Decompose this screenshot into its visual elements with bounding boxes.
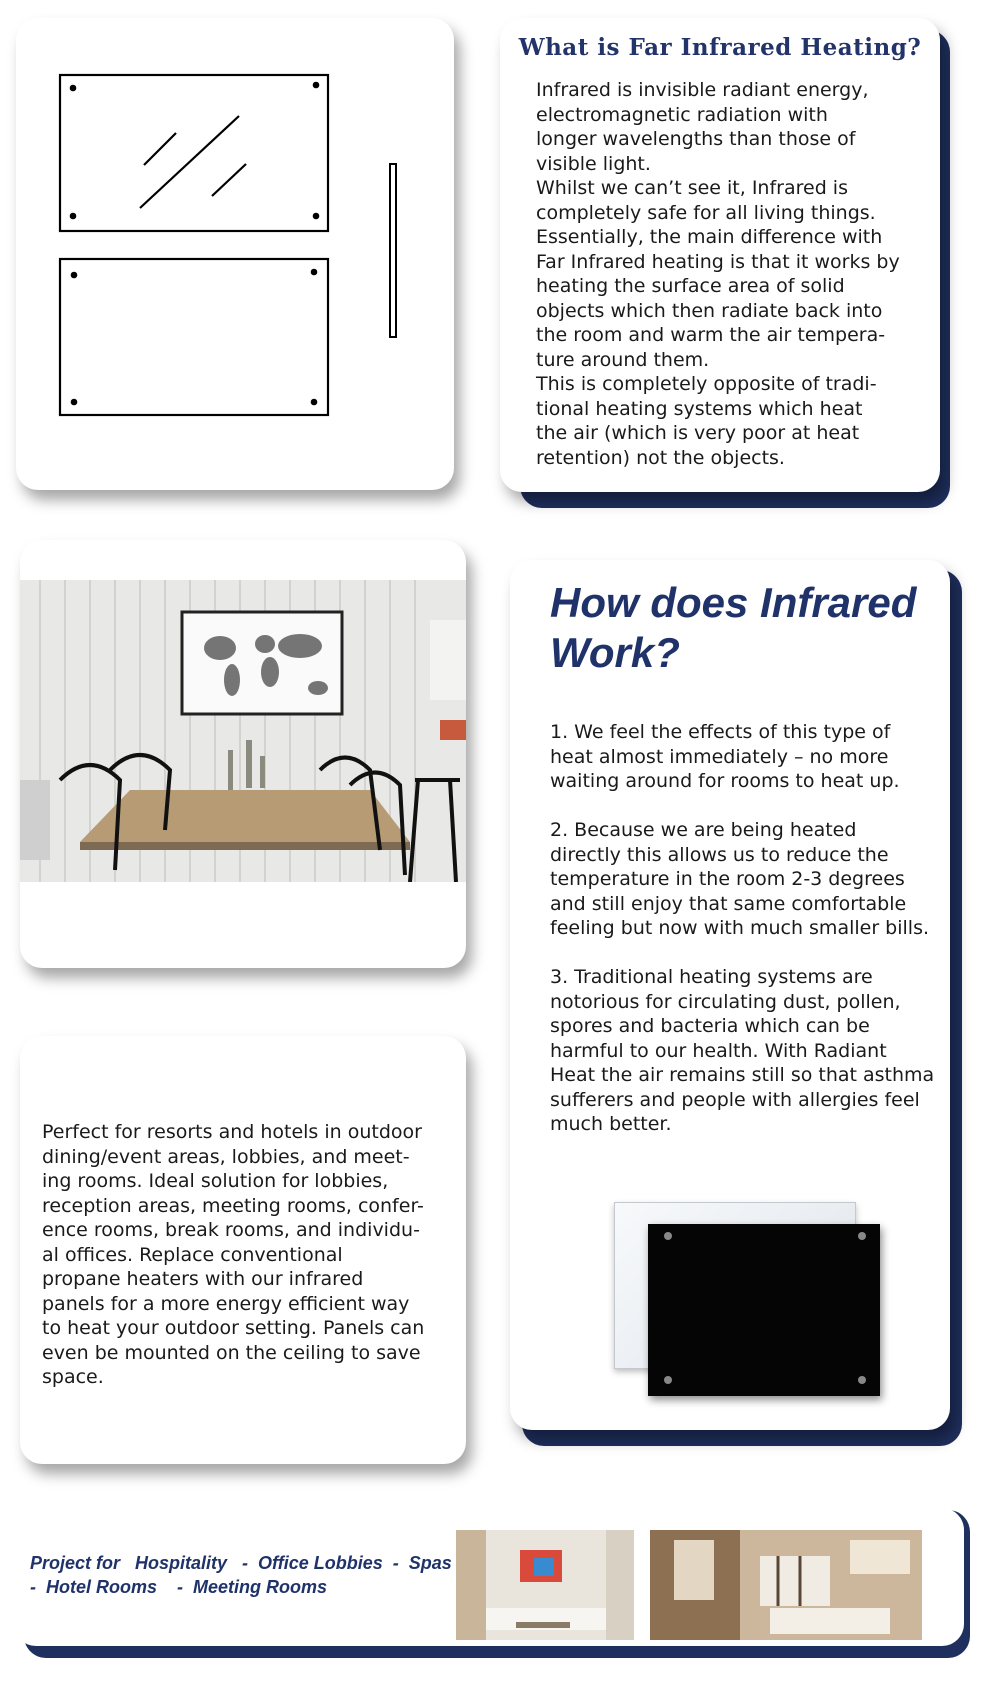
panel-back (60, 259, 328, 415)
intro-body: Infrared is invisible radiant energy, electromagnetic radiation with longer wavelengths than those of visible light. Whilst we can’t see it, Infrared is completely safe for all living things. Essentially, the main difference with Far Infrared heating is that it works by heating the surface area of solid objects which then radiate back into the room and warm the air tempera- ture around them. This is completely opposite of tradi- tional heating systems which heat the air (which is very poor at heat retention) not the objects. (536, 79, 900, 469)
dining-photo-card (20, 540, 466, 968)
panel-side-view (390, 164, 396, 337)
footer-card (14, 1508, 964, 1646)
how-point-1: 1. We feel the effects of this type of heat almost immediately – no more waiting around for rooms to heat up. (550, 721, 900, 792)
how-card (510, 560, 950, 1430)
dining-room-photo (20, 580, 466, 882)
panel-screw (664, 1232, 672, 1240)
hospitality-card (20, 1036, 466, 1464)
footer-line-2: - Hotel Rooms - Meeting Rooms (30, 1577, 328, 1597)
panel-screw (664, 1376, 672, 1384)
how-point-2: 2. Because we are being heated directly this allows us to reduce the temperature in the room 2-3 degrees and still enjoy that same comfortable feeling but now with much smaller bills. (550, 819, 930, 939)
panel-screw (858, 1232, 866, 1240)
panel-screw (858, 1376, 866, 1384)
lobby-photo (456, 1530, 634, 1640)
intro-title: What is Far Infrared Heating? (518, 34, 922, 61)
panel-back-screws (71, 269, 318, 406)
dining-room-illustration (20, 580, 466, 882)
footer-line-1: Project for Hospitality - Office Lobbies - Spas (30, 1553, 452, 1573)
hotel-room-photo (650, 1530, 922, 1640)
wall-map-frame (182, 612, 342, 714)
panel-diagram (16, 18, 454, 490)
glass-panel-front (60, 75, 328, 231)
how-point-3: 3. Traditional heating systems are notorious for circulating dust, pollen, spores and bacteria which can be harmful to our health. With Radiant Heat the air remains still so that asthma sufferers and people with allergies feel much better. (550, 966, 935, 1135)
intro-card (500, 18, 940, 492)
how-title: How does Infrared Work? (550, 579, 917, 676)
glass-panel-product-image (614, 1202, 864, 1397)
panel-diagram-card (16, 18, 454, 490)
black-glass-panel (648, 1224, 880, 1396)
glass-panel-front-screws (70, 82, 320, 220)
hospitality-body: Perfect for resorts and hotels in outdoor dining/event areas, lobbies, and meet- ing rooms. Ideal solution for lobbies, reception areas, meeting rooms, confer- ence rooms, break rooms, and individu- al offices. Replace conventional propane heaters with our infrared panels for a more energy efficient way to heat your outdoor setting. Panels can even be mounted on the ceiling to save space. (42, 1121, 425, 1388)
dining-table (80, 790, 410, 842)
